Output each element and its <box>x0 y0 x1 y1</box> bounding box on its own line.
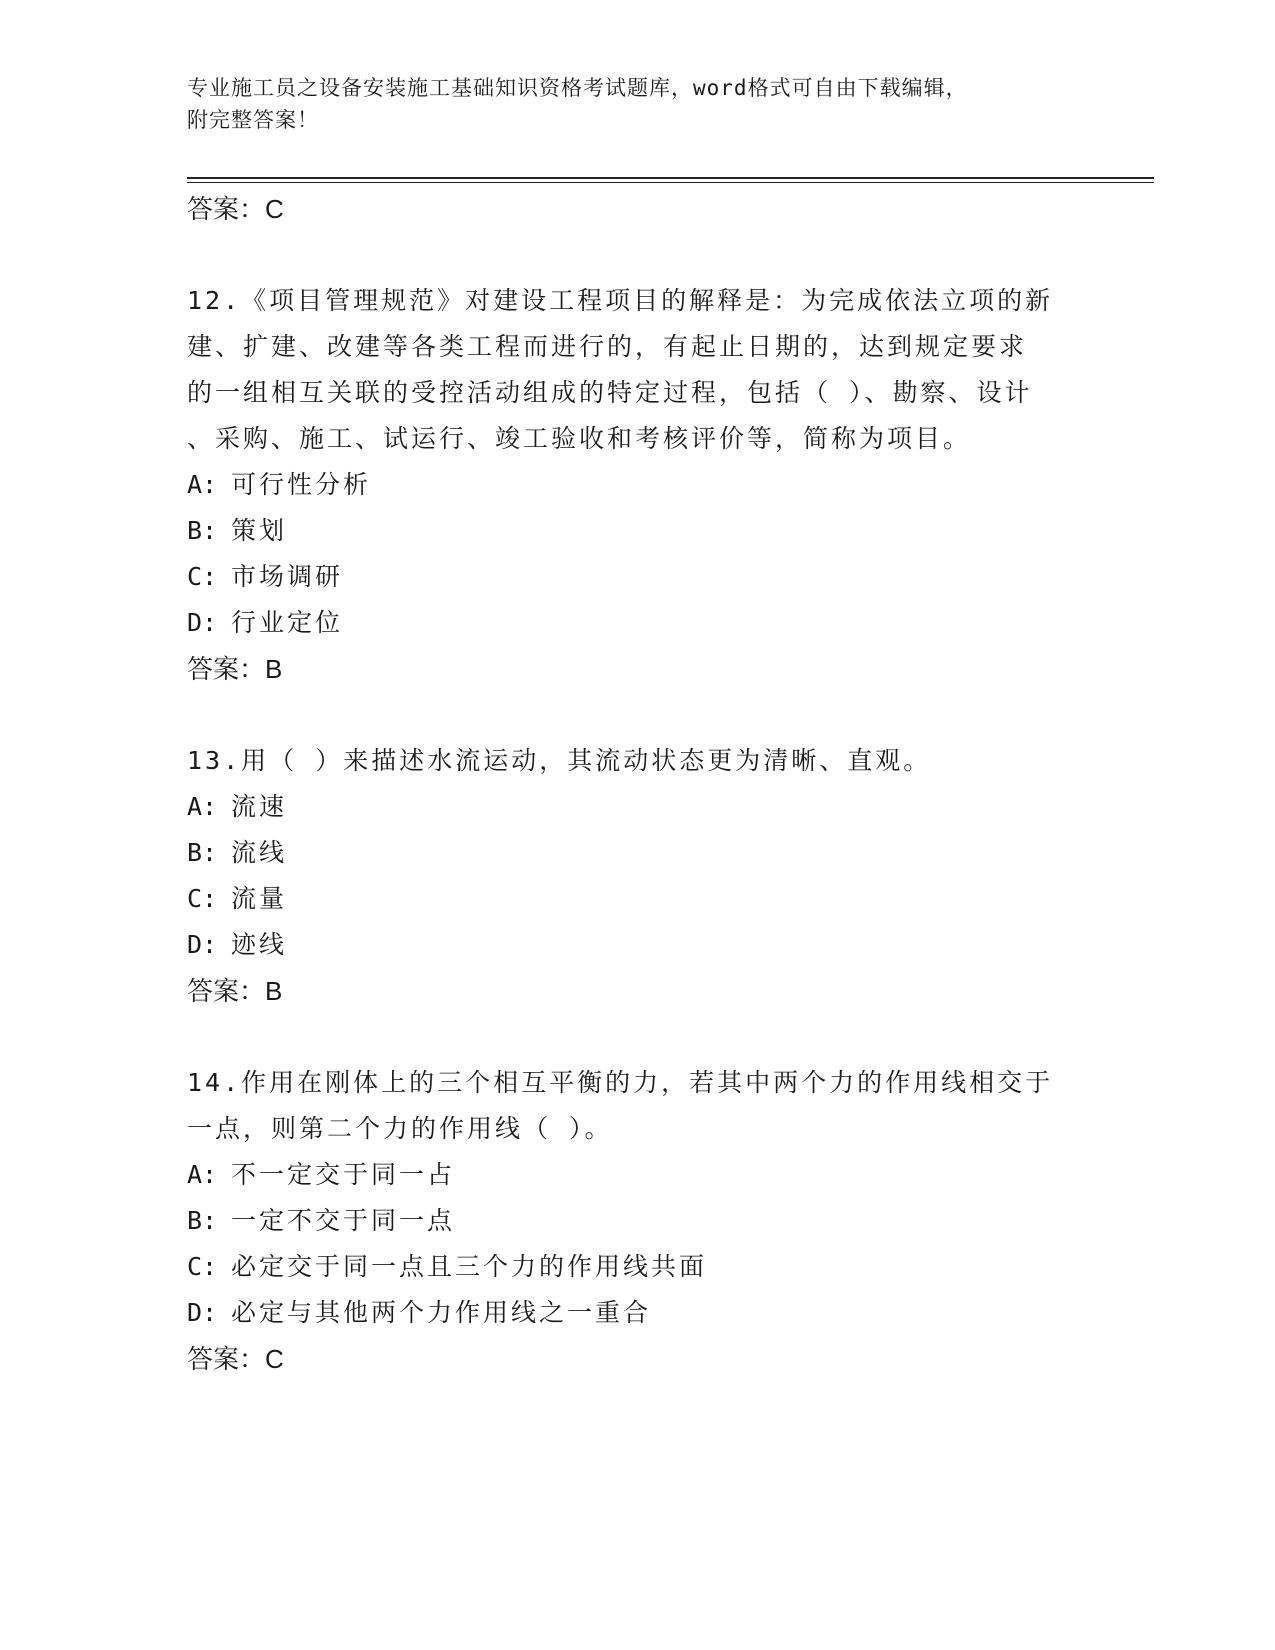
option-letter: A: <box>187 1160 218 1189</box>
previous-answer: 答案：C <box>187 194 284 224</box>
option-text: 必定交于同一点且三个力的作用线共面 <box>231 1252 708 1281</box>
option-text: 流线 <box>231 838 288 867</box>
answer-line: 答案：C <box>187 1344 284 1374</box>
question-stem <box>187 738 1087 784</box>
option-letter: C: <box>187 562 218 591</box>
header-line-2: 附完整答案！ <box>187 108 319 132</box>
spacer <box>187 232 1087 278</box>
header-divider-thin <box>187 182 1154 183</box>
option-text: 不一定交于同一占 <box>231 1160 456 1189</box>
option-letter: B: <box>187 516 218 545</box>
option-text: 迹线 <box>231 930 288 959</box>
header-divider-thick <box>187 177 1154 179</box>
question-line: 13.用（ ）来描述水流运动，其流动状态更为清晰、直观。 <box>187 746 932 775</box>
option-letter: B: <box>187 838 218 867</box>
spacer <box>187 1014 1087 1060</box>
question-stem <box>187 1060 1087 1152</box>
option-text: 市场调研 <box>231 562 344 591</box>
option-b <box>187 1198 1087 1244</box>
option-c <box>187 554 1087 600</box>
option-letter: A: <box>187 792 218 821</box>
answer-line: 答案：B <box>187 654 283 684</box>
option-letter: D: <box>187 1298 218 1327</box>
document-header <box>187 72 1067 136</box>
question-line: 的一组相互关联的受控活动组成的特定过程，包括（ ）、勘察、设计 <box>187 378 1033 407</box>
option-letter: D: <box>187 930 218 959</box>
option-text: 策划 <box>231 516 288 545</box>
option-text: 一定不交于同一点 <box>231 1206 456 1235</box>
question-item <box>187 278 1087 692</box>
question-stem <box>187 278 1087 462</box>
option-a <box>187 1152 1087 1198</box>
option-b <box>187 508 1087 554</box>
option-d <box>187 600 1087 646</box>
option-text: 行业定位 <box>231 608 344 637</box>
option-text: 流速 <box>231 792 288 821</box>
option-a <box>187 784 1087 830</box>
question-line: 14.作用在刚体上的三个相互平衡的力，若其中两个力的作用线相交于 <box>187 1068 1054 1097</box>
option-c <box>187 876 1087 922</box>
option-d <box>187 1290 1087 1336</box>
question-line: 12.《项目管理规范》对建设工程项目的解释是：为完成依法立项的新 <box>187 286 1054 315</box>
question-list <box>187 186 1087 1382</box>
option-d <box>187 922 1087 968</box>
question-line: 建、扩建、改建等各类工程而进行的，有起止日期的，达到规定要求 <box>187 332 1028 361</box>
option-text: 必定与其他两个力作用线之一重合 <box>231 1298 652 1327</box>
option-b <box>187 830 1087 876</box>
question-item <box>187 738 1087 1014</box>
option-text: 流量 <box>231 884 288 913</box>
option-a <box>187 462 1087 508</box>
question-item <box>187 1060 1087 1382</box>
spacer <box>187 692 1087 738</box>
header-line-1: 专业施工员之设备安装施工基础知识资格考试题库，word格式可自由下载编辑， <box>187 76 968 100</box>
question-line: 、采购、施工、试运行、竣工验收和考核评价等，简称为项目。 <box>187 424 972 453</box>
option-letter: C: <box>187 1252 218 1281</box>
answer-line: 答案：B <box>187 976 283 1006</box>
option-letter: A: <box>187 470 218 499</box>
option-text: 可行性分析 <box>231 470 372 499</box>
option-letter: B: <box>187 1206 218 1235</box>
option-c <box>187 1244 1087 1290</box>
option-letter: D: <box>187 608 218 637</box>
option-letter: C: <box>187 884 218 913</box>
question-line: 一点，则第二个力的作用线（ ）。 <box>187 1114 613 1143</box>
